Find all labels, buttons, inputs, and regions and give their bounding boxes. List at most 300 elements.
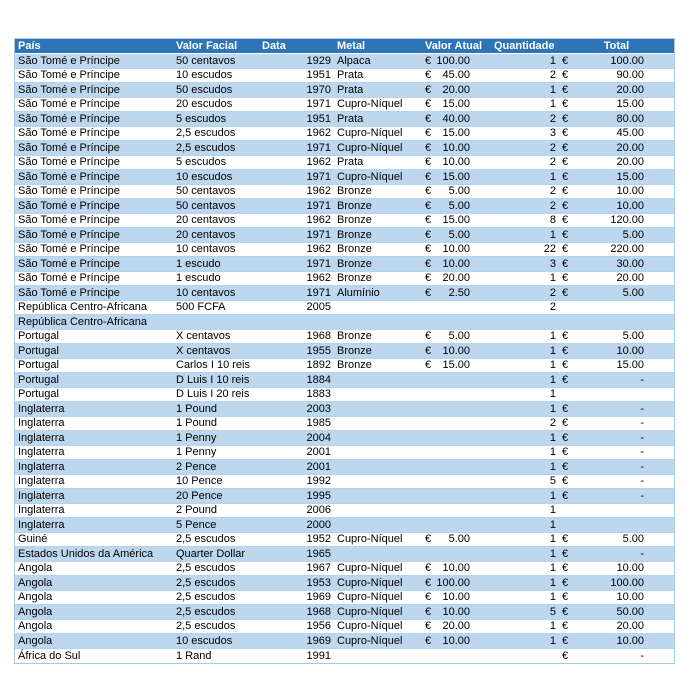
cell-pais[interactable]: Estados Unidos da América [18,547,154,560]
cell-total[interactable] [559,576,674,590]
cell-pais[interactable]: São Tomé e Príncipe [18,54,120,67]
cell-pais[interactable]: São Tomé e Príncipe [18,170,120,183]
cell-data[interactable]: 1991 [306,649,331,662]
cell-metal[interactable]: Cupro-Níquel [337,591,403,604]
cell-metal[interactable] [334,431,422,445]
cell-pais[interactable]: Portugal [18,388,59,401]
cell-valor-atual[interactable] [422,170,491,184]
cell-valor-facial[interactable]: 2,5 escudos [176,620,236,633]
cell-pais[interactable]: Portugal [18,330,59,343]
cell-valor-facial[interactable]: 10 escudos [176,69,233,82]
cell-metal[interactable] [334,547,422,561]
cell-data[interactable]: 1985 [306,417,331,430]
cell-metal[interactable]: Bronze [337,214,372,227]
cell-metal[interactable]: Bronze [337,257,372,270]
cell-data[interactable]: 1952 [306,533,331,546]
cell-data[interactable]: 1971 [306,199,331,212]
column-header-data[interactable]: Data [262,40,286,52]
cell-data[interactable]: 1951 [306,69,331,82]
cell-total[interactable] [559,634,674,648]
cell-valor-atual[interactable] [422,504,491,518]
cell-quantidade[interactable]: 22 [543,243,556,256]
cell-metal[interactable] [334,301,422,315]
cell-metal[interactable]: Cupro-Níquel [337,170,403,183]
cell-total[interactable] [559,431,674,445]
cell-valor-facial[interactable]: Quarter Dollar [176,547,246,560]
cell-total[interactable] [559,141,674,155]
cell-data[interactable]: 1929 [306,54,331,67]
cell-valor-facial[interactable]: 500 FCFA [176,301,226,314]
cell-pais[interactable]: Angola [18,620,53,633]
cell-quantidade[interactable]: 1 [549,359,556,372]
cell-pais[interactable]: São Tomé e Príncipe [18,156,120,169]
cell-valor-atual[interactable] [422,272,491,286]
cell-pais[interactable]: São Tomé e Príncipe [18,112,120,125]
cell-valor-atual[interactable] [422,620,491,634]
cell-valor-facial[interactable]: 1 Rand [176,649,212,662]
cell-data[interactable]: 2001 [306,460,331,473]
cell-quantidade[interactable]: 1 [549,620,556,633]
cell-total[interactable] [559,272,674,286]
cell-valor-facial[interactable]: X centavos [176,330,231,343]
cell-valor-facial[interactable]: 5 escudos [176,112,227,125]
cell-valor-facial[interactable]: 2,5 escudos [176,576,236,589]
cell-valor-facial[interactable]: 50 escudos [176,83,233,96]
cell-valor-atual[interactable] [422,359,491,373]
cell-data[interactable]: 1965 [306,547,331,560]
cell-valor-atual[interactable] [422,127,491,141]
cell-total[interactable] [559,402,674,416]
cell-quantidade[interactable]: 2 [549,185,556,198]
cell-pais[interactable]: Angola [18,576,53,589]
cell-valor-atual[interactable] [422,257,491,271]
cell-quantidade[interactable]: 2 [549,112,556,125]
cell-total[interactable] [559,591,674,605]
cell-pais[interactable]: São Tomé e Príncipe [18,257,120,270]
cell-total[interactable] [559,446,674,460]
cell-valor-facial[interactable]: 2,5 escudos [176,605,236,618]
cell-data[interactable] [259,315,334,329]
cell-valor-atual[interactable] [422,605,491,619]
cell-data[interactable]: 1971 [306,170,331,183]
cell-total[interactable] [559,69,674,83]
cell-quantidade[interactable]: 1 [549,228,556,241]
cell-pais[interactable]: Inglaterra [18,402,65,415]
column-header-metal[interactable]: Metal [337,40,366,52]
cell-metal[interactable]: Cupro-Níquel [337,127,403,140]
cell-total[interactable] [559,98,674,112]
cell-total[interactable] [559,127,674,141]
cell-metal[interactable]: Prata [337,69,364,82]
cell-valor-facial[interactable]: 1 Pound [176,402,217,415]
cell-valor-atual[interactable] [422,576,491,590]
cell-valor-facial[interactable]: D Luis I 20 reis [176,388,250,401]
cell-valor-facial[interactable] [173,315,259,329]
cell-pais[interactable]: Angola [18,634,53,647]
cell-data[interactable]: 2005 [306,301,331,314]
cell-quantidade[interactable]: 1 [549,547,556,560]
cell-pais[interactable]: Angola [18,562,53,575]
cell-quantidade[interactable]: 1 [549,431,556,444]
cell-metal[interactable]: Bronze [337,272,372,285]
cell-data[interactable]: 2001 [306,446,331,459]
cell-pais[interactable]: São Tomé e Príncipe [18,98,120,111]
cell-valor-atual[interactable] [422,185,491,199]
cell-metal[interactable] [334,402,422,416]
cell-total[interactable] [559,214,674,228]
cell-data[interactable]: 2003 [306,402,331,415]
cell-quantidade[interactable]: 8 [549,214,556,227]
cell-valor-facial[interactable]: 50 centavos [176,54,236,67]
cell-quantidade[interactable]: 1 [549,489,556,502]
column-header-valor-atual[interactable]: Valor Atual [425,40,483,52]
cell-data[interactable]: 1883 [306,388,331,401]
cell-metal[interactable] [334,446,422,460]
cell-quantidade[interactable]: 1 [549,504,556,517]
cell-data[interactable]: 1970 [306,83,331,96]
cell-pais[interactable]: São Tomé e Príncipe [18,127,120,140]
cell-metal[interactable] [334,489,422,503]
cell-valor-facial[interactable]: 1 Penny [176,431,217,444]
cell-metal[interactable]: Cupro-Níquel [337,141,403,154]
cell-quantidade[interactable]: 3 [549,257,556,270]
cell-data[interactable]: 1971 [306,257,331,270]
cell-metal[interactable]: Prata [337,112,364,125]
cell-valor-atual[interactable] [422,83,491,97]
cell-metal[interactable] [334,475,422,489]
cell-total[interactable] [559,286,674,300]
cell-total[interactable] [559,417,674,431]
cell-quantidade[interactable]: 1 [549,170,556,183]
cell-valor-facial[interactable]: 2,5 escudos [176,591,236,604]
cell-total[interactable] [559,54,674,68]
cell-quantidade[interactable]: 1 [549,634,556,647]
cell-valor-facial[interactable]: 2,5 escudos [176,562,236,575]
cell-valor-facial[interactable]: 20 centavos [176,228,236,241]
cell-quantidade[interactable]: 1 [549,272,556,285]
cell-valor-atual[interactable] [422,475,491,489]
cell-pais[interactable]: São Tomé e Príncipe [18,214,120,227]
cell-total[interactable] [559,460,674,474]
cell-valor-facial[interactable]: 50 centavos [176,185,236,198]
cell-valor-facial[interactable]: 20 escudos [176,98,233,111]
cell-quantidade[interactable]: 1 [549,446,556,459]
cell-valor-atual[interactable] [422,460,491,474]
cell-valor-facial[interactable]: D Luis I 10 reis [176,373,250,386]
cell-data[interactable]: 2006 [306,504,331,517]
cell-metal[interactable] [334,504,422,518]
cell-valor-facial[interactable]: 10 Pence [176,475,223,488]
cell-pais[interactable]: Portugal [18,344,59,357]
cell-valor-atual[interactable] [422,286,491,300]
cell-valor-atual[interactable] [422,228,491,242]
cell-quantidade[interactable]: 1 [549,98,556,111]
cell-metal[interactable]: Bronze [337,185,372,198]
cell-pais[interactable]: São Tomé e Príncipe [18,83,120,96]
cell-data[interactable]: 1967 [306,562,331,575]
cell-total[interactable] [559,562,674,576]
cell-metal[interactable]: Bronze [337,359,372,372]
cell-total[interactable] [559,199,674,213]
cell-metal[interactable] [334,518,422,532]
cell-quantidade[interactable]: 1 [549,330,556,343]
cell-pais[interactable]: Inglaterra [18,460,65,473]
cell-total[interactable] [559,330,674,344]
cell-data[interactable]: 2000 [306,518,331,531]
cell-metal[interactable]: Cupro-Níquel [337,533,403,546]
cell-valor-atual[interactable] [422,315,491,329]
cell-valor-facial[interactable]: 2 Pence [176,460,217,473]
cell-total[interactable] [559,243,674,257]
cell-valor-facial[interactable]: 5 escudos [176,156,227,169]
cell-total[interactable] [559,315,674,329]
cell-valor-facial[interactable]: 2,5 escudos [176,141,236,154]
cell-valor-atual[interactable] [422,562,491,576]
cell-valor-atual[interactable] [422,518,491,532]
cell-quantidade[interactable]: 5 [549,475,556,488]
cell-metal[interactable] [334,315,422,329]
cell-quantidade[interactable]: 2 [549,286,556,299]
cell-metal[interactable]: Cupro-Níquel [337,576,403,589]
cell-data[interactable]: 1892 [306,359,331,372]
cell-metal[interactable]: Prata [337,83,364,96]
cell-data[interactable]: 1962 [306,214,331,227]
cell-valor-atual[interactable] [422,69,491,83]
cell-valor-facial[interactable]: 1 escudo [176,272,221,285]
cell-total[interactable] [559,649,674,664]
cell-data[interactable]: 1884 [306,373,331,386]
cell-valor-facial[interactable]: 10 centavos [176,243,236,256]
cell-pais[interactable]: Guiné [18,533,48,546]
cell-pais[interactable]: São Tomé e Príncipe [18,228,120,241]
cell-pais[interactable]: São Tomé e Príncipe [18,272,120,285]
cell-data[interactable]: 2004 [306,431,331,444]
cell-valor-atual[interactable] [422,112,491,126]
cell-pais[interactable]: São Tomé e Príncipe [18,141,120,154]
cell-valor-atual[interactable] [422,98,491,112]
cell-quantidade[interactable]: 1 [549,54,556,67]
cell-total[interactable] [559,344,674,358]
cell-valor-facial[interactable]: 1 Pound [176,417,217,430]
cell-valor-atual[interactable] [422,591,491,605]
cell-valor-atual[interactable] [422,344,491,358]
cell-valor-atual[interactable] [422,417,491,431]
cell-quantidade[interactable]: 1 [549,460,556,473]
cell-valor-facial[interactable]: 20 Pence [176,489,223,502]
cell-total[interactable] [559,83,674,97]
cell-data[interactable]: 1956 [306,620,331,633]
cell-pais[interactable]: São Tomé e Príncipe [18,286,120,299]
cell-total[interactable] [559,489,674,503]
cell-metal[interactable]: Cupro-Níquel [337,562,403,575]
cell-metal[interactable]: Bronze [337,243,372,256]
cell-pais[interactable]: Inglaterra [18,431,65,444]
cell-total[interactable] [559,373,674,387]
cell-metal[interactable] [334,417,422,431]
cell-pais[interactable]: Inglaterra [18,417,65,430]
cell-total[interactable] [559,547,674,561]
cell-valor-facial[interactable]: 20 centavos [176,214,236,227]
cell-data[interactable]: 1951 [306,112,331,125]
cell-data[interactable]: 1962 [306,272,331,285]
column-header-quantidade[interactable]: Quantidade [494,40,555,52]
cell-valor-atual[interactable] [422,649,491,664]
cell-valor-facial[interactable]: 2,5 escudos [176,533,236,546]
cell-quantidade[interactable]: 1 [549,533,556,546]
cell-pais[interactable]: Portugal [18,359,59,372]
cell-quantidade[interactable] [491,315,559,329]
cell-valor-atual[interactable] [422,446,491,460]
cell-total[interactable] [559,185,674,199]
cell-quantidade[interactable]: 1 [549,402,556,415]
cell-total[interactable] [559,257,674,271]
cell-data[interactable]: 1968 [306,605,331,618]
cell-valor-atual[interactable] [422,547,491,561]
cell-quantidade[interactable]: 2 [549,301,556,314]
cell-valor-atual[interactable] [422,431,491,445]
cell-metal[interactable] [334,388,422,402]
cell-data[interactable]: 1992 [306,475,331,488]
cell-valor-atual[interactable] [422,301,491,315]
cell-total[interactable] [559,504,674,518]
cell-total[interactable] [559,388,674,402]
cell-total[interactable] [559,533,674,547]
cell-pais[interactable]: São Tomé e Príncipe [18,243,120,256]
cell-pais[interactable]: São Tomé e Príncipe [18,199,120,212]
cell-metal[interactable]: Alpaca [337,54,371,67]
cell-valor-facial[interactable]: X centavos [176,344,231,357]
cell-valor-facial[interactable]: Carlos I 10 reis [176,359,250,372]
cell-pais[interactable]: Angola [18,591,53,604]
cell-quantidade[interactable]: 1 [549,373,556,386]
cell-metal[interactable]: Bronze [337,330,372,343]
cell-valor-facial[interactable]: 1 Penny [176,446,217,459]
cell-pais[interactable]: Portugal [18,373,59,386]
column-header-valor-facial[interactable]: Valor Facial [176,40,238,52]
cell-total[interactable] [559,605,674,619]
cell-quantidade[interactable]: 1 [549,518,556,531]
cell-metal[interactable] [334,649,422,664]
cell-data[interactable]: 1962 [306,156,331,169]
cell-valor-atual[interactable] [422,214,491,228]
cell-pais[interactable]: Inglaterra [18,504,65,517]
cell-valor-atual[interactable] [422,156,491,170]
cell-quantidade[interactable]: 2 [549,156,556,169]
cell-metal[interactable]: Prata [337,156,364,169]
cell-pais[interactable]: São Tomé e Príncipe [18,185,120,198]
cell-total[interactable] [559,475,674,489]
cell-metal[interactable]: Cupro-Níquel [337,620,403,633]
cell-quantidade[interactable]: 1 [549,562,556,575]
cell-quantidade[interactable]: 2 [549,69,556,82]
cell-metal[interactable] [334,460,422,474]
cell-metal[interactable] [334,373,422,387]
cell-valor-atual[interactable] [422,388,491,402]
cell-metal[interactable]: Cupro-Níquel [337,605,403,618]
cell-pais[interactable]: República Centro-Africana [18,301,148,314]
cell-metal[interactable]: Cupro-Níquel [337,98,403,111]
cell-pais[interactable]: Angola [18,605,53,618]
cell-quantidade[interactable]: 1 [549,591,556,604]
cell-quantidade[interactable]: 1 [549,388,556,401]
cell-valor-facial[interactable]: 2 Pound [176,504,217,517]
cell-data[interactable]: 1962 [306,127,331,140]
column-header-pais[interactable]: País [18,40,41,52]
cell-valor-atual[interactable] [422,533,491,547]
cell-data[interactable]: 1971 [306,286,331,299]
cell-data[interactable]: 1953 [306,576,331,589]
cell-quantidade[interactable]: 1 [549,83,556,96]
cell-quantidade[interactable]: 2 [549,199,556,212]
cell-valor-facial[interactable]: 5 Pence [176,518,217,531]
cell-metal[interactable]: Bronze [337,228,372,241]
cell-valor-atual[interactable] [422,330,491,344]
cell-total[interactable] [559,301,674,315]
cell-data[interactable]: 1955 [306,344,331,357]
cell-quantidade[interactable]: 2 [549,417,556,430]
cell-data[interactable]: 1969 [306,591,331,604]
cell-valor-facial[interactable]: 2,5 escudos [176,127,236,140]
cell-data[interactable]: 1995 [306,489,331,502]
cell-metal[interactable]: Cupro-Níquel [337,634,403,647]
cell-metal[interactable]: Alumínio [337,286,380,299]
cell-total[interactable] [559,156,674,170]
cell-valor-facial[interactable]: 10 centavos [176,286,236,299]
cell-total[interactable] [559,112,674,126]
cell-valor-atual[interactable] [422,373,491,387]
cell-quantidade[interactable]: 3 [549,127,556,140]
cell-valor-facial[interactable]: 1 escudo [176,257,221,270]
cell-quantidade[interactable]: 5 [549,605,556,618]
cell-valor-atual[interactable] [422,243,491,257]
cell-valor-atual[interactable] [422,402,491,416]
cell-data[interactable]: 1968 [306,330,331,343]
cell-pais[interactable]: África do Sul [18,649,81,662]
cell-total[interactable] [559,620,674,634]
cell-quantidade[interactable]: 1 [549,576,556,589]
cell-metal[interactable]: Bronze [337,199,372,212]
cell-pais[interactable]: Inglaterra [18,475,65,488]
cell-metal[interactable]: Bronze [337,344,372,357]
cell-data[interactable]: 1962 [306,243,331,256]
cell-data[interactable]: 1969 [306,634,331,647]
cell-quantidade[interactable]: 2 [549,141,556,154]
column-header-total[interactable]: Total [603,40,630,52]
cell-data[interactable]: 1971 [306,141,331,154]
cell-valor-atual[interactable] [422,634,491,648]
cell-total[interactable] [559,170,674,184]
cell-pais[interactable]: Inglaterra [18,518,65,531]
cell-valor-atual[interactable] [422,489,491,503]
cell-data[interactable]: 1971 [306,98,331,111]
cell-valor-facial[interactable]: 10 escudos [176,170,233,183]
cell-valor-atual[interactable] [422,141,491,155]
cell-pais[interactable]: São Tomé e Príncipe [18,69,120,82]
cell-data[interactable]: 1971 [306,228,331,241]
cell-pais[interactable]: Inglaterra [18,489,65,502]
cell-quantidade[interactable]: 1 [549,344,556,357]
cell-valor-atual[interactable] [422,54,491,68]
cell-valor-facial[interactable]: 50 centavos [176,199,236,212]
cell-data[interactable]: 1962 [306,185,331,198]
cell-quantidade[interactable] [491,649,559,664]
cell-valor-atual[interactable] [422,199,491,213]
cell-valor-facial[interactable]: 10 escudos [176,634,233,647]
cell-pais[interactable]: República Centro-Africana [18,315,148,328]
cell-total[interactable] [559,359,674,373]
cell-total[interactable] [559,228,674,242]
cell-pais[interactable]: Inglaterra [18,446,65,459]
